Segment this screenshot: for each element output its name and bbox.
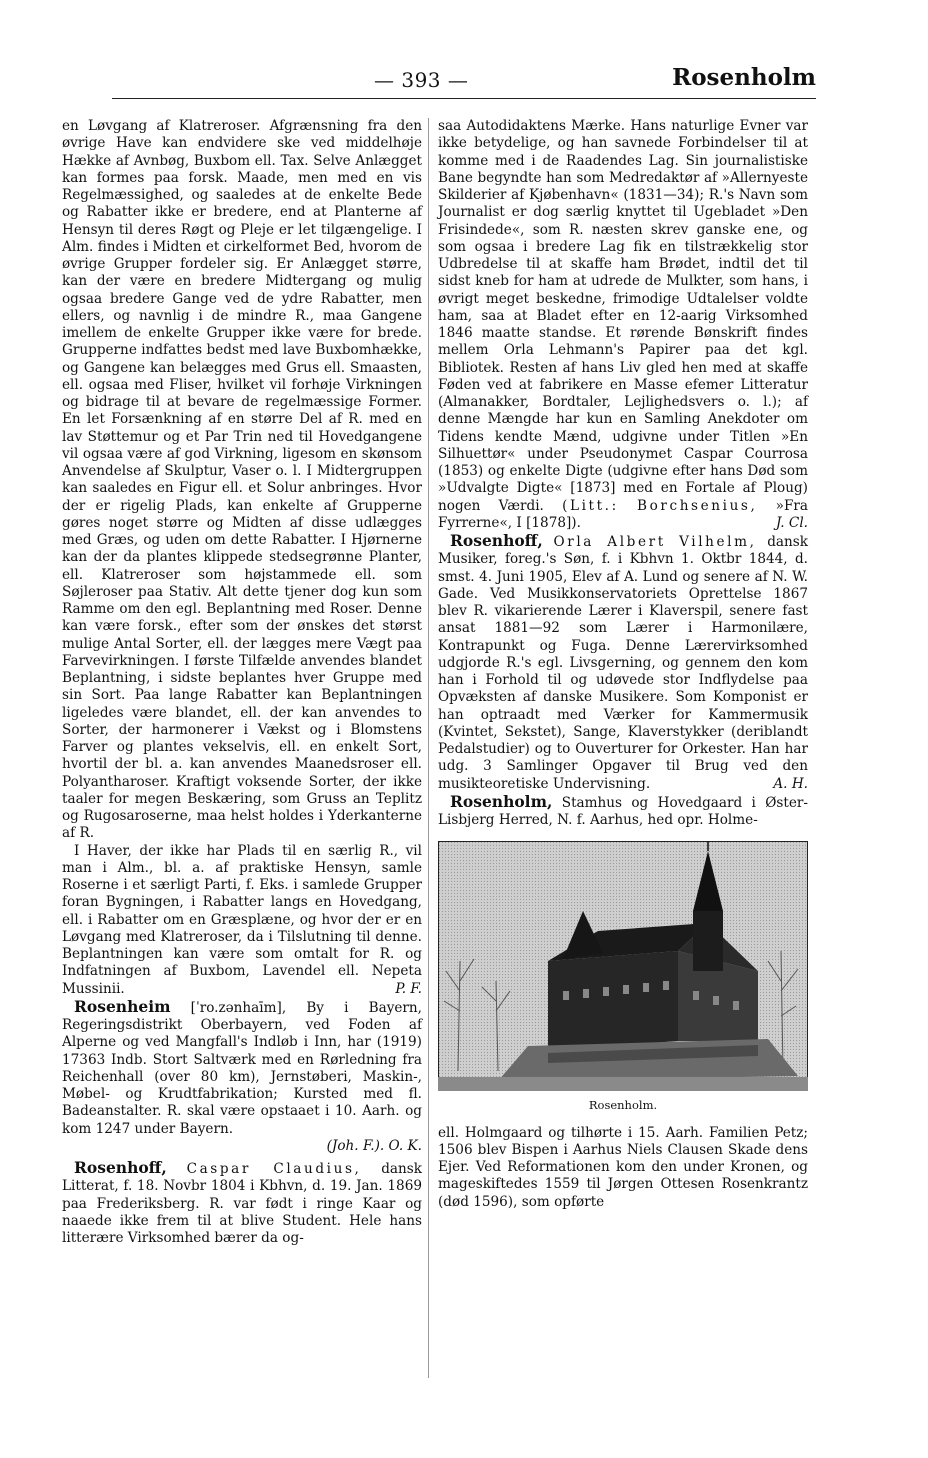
entry-rosenheim [62, 998, 422, 1138]
page-number: — 393 — [374, 68, 469, 92]
person-name: Caspar Claudius, [186, 1161, 362, 1177]
person-name: Orla Albert Vilhelm, [553, 534, 757, 550]
header-rule [112, 98, 816, 99]
entry-headword: Rosenheim [74, 996, 171, 1016]
paragraph-text: saa Autodidaktens Mærke. Hans naturlige Evner var ikke betydelige, og han savnede Forbindelser til at komme med i de Raadendes Lag. Sin journalistiske Bane begyndte han som Medredaktør af »Allernyeste Skilderier af Kjøbenhavn« (1831—34); R.'s Navn som Journalist er dog særlig knyttet til Ugebladet »Den Frisindede«, som R. næsten skrev ganske ene, og som ogsaa i bredere Lag fik en tilstrækkelig stor Udbredelse til at skaffe ham Brødet, indtil det til sidst kneb for ham at udrede de Mulkter, som hans, i øvrigt meget beskedne, frimodige Udtalelser voldte ham, saa at Bladet efter en 12-aarig Virksomhed 1846 maatte standse. Et rørende Bønskrift findes mellem Orla Lehmann's Papirer paa det kgl. Bibliotek. Resten af hans Liv gled hen med at skaffe Føden ved at fabrikere en Masse efemer Litteratur (Almanakker, Bordtaler, Lejlighedsvers o. l.); af denne Mængde har kun en Samling Anekdoter om Tidens kendte Mænd, udgivne under Titlen »En Silhuettør« under Pseudonymet Caspar Courrosa (1853) og enkelte Digte (udgivne efter hans Død som »Udvalgte Digte« [1873] med en Fortale af Ploug) nogen Værdi. [438, 118, 808, 514]
author-signature: P. F. [395, 980, 422, 997]
entry-text: Stamhus og Hovedgaard i Øster-Lisbjerg Herred, N. f. Aarhus, hed opr. Holme- [438, 794, 808, 828]
pronunciation: [ˈro.zənhaīm], [190, 999, 287, 1016]
left-column [62, 118, 422, 1247]
entry-headword: Rosenhoff, [74, 1158, 167, 1177]
author-signature: J. Cl. [775, 514, 808, 531]
entry-text: dansk Litterat, f. 18. Novbr 1804 i Kbhvn, d. 19. Jan. 1869 paa Frederiksberg. R. var født i ringe Kaar og naaede ikke frem til at blive Student. Hele hans litterære Virksomhed bærer da og- [62, 1161, 422, 1246]
entry-rosenhoff-caspar [62, 1159, 422, 1247]
entry-text: By i Bayern, Regeringsdistrikt Oberbayern, ved Foden af Alperne og ved Mangfall's Indløb i Inn, har (1919) 17363 Indb. Stort Saltværk med en Rørledning fra Reichenhall (over 80 km), Jernstøberi, Maskin-, Møbel- og Krudtfabrikation; Kursted med fl. Badeanstalter. R. skal være opstaaet i 10. Aarh. og kom 1247 under Bayern. [62, 999, 423, 1137]
page-header [374, 64, 816, 100]
literature-text: »Fra Fyrrerne«, I [1878]). [438, 497, 809, 531]
running-head: Rosenholm [672, 64, 816, 91]
paragraph: en Løvgang af Klatreroser. Afgrænsning fra den øvrige Have kan endvidere ske ved middelhøje Hække af Avnbøg, Buxbom ell. Tax. Selve Anlægget kan formes paa forsk. Maade, men med en vis Regelmæssighed, og saaledes at de enkelte Bede og Rabatter ikke er bredere, end at Planterne af Hensyn til deres Røgt og Pleje er let tilgængelige. I Alm. findes i Midten et cirkelformet Bed, hvorom de øvrige Grupper fordeler sig. Er Anlægget større, kan der være en bredere Midtergang og mulig ogsaa bredere Gange ved de ydre Rabatter, men ellers, og navnlig i de mindre R., maa Gangene imellem de enkelte Grupper ikke være for brede. Grupperne indfattes bedst med lave Buxbomhække, og Gangene kan belægges med Grus ell. Smaasten, ell. ogsaa med Fliser, hvilket vil forhøje Virkningen og bidrage til at bevare de regelmæssige Former. En let Forsænkning af en større Del af R. med en lav Støttemur og et Par Trin ned til Hovedgangene vil ogsaa være af god Virkning, ligesom en skønsom Anvendelse af Skulptur, Vaser o. l. I Midtergruppen kan saaledes en Figur ell. et Solur anbringes. Hvor der er rigelig Plads, kan enkelte af Grupperne gøres noget større og Midten af disse udlægges med Græs, og uden om dette Rabatter. I Hjørnerne kan der da plantes klippede stedsegrønne Planter, ell. Klatreroser som højstammede ell. som Søjleroser paa Stativ. Alt dette tjener dog kun som Ramme om den egl. Beplantning med Roser. Denne kan være forsk., efter som der ønskes det størst mulige Antal Sorter, ell. der lægges mere Vægt paa Farvevirkningen. I første Tilfælde anvendes blandet Beplantning, i sidste beplantes hver Gruppe med sin Sort. Paa lange Rabatter kan Beplantningen ligeledes være blandet, ell. der kan anvendes to Sorter, der harmonerer i Vækst og i Blomstens Farver og plantes vekselvis, ell. en enkelt Sort, hvortil der bl. a. kan anvendes Maanedsroser ell. Polyantharoser. Kraftigt voksende Sorter, der ikke taaler for megen Beskæring, som Gruss an Teplitz og Rugosaroserne, maa helst holdes i Yderkanterne af R. [62, 118, 422, 842]
figure [438, 841, 808, 1114]
paragraph: ell. Holmgaard og tilhørte i 15. Aarh. Familien Petz; 1506 blev Bispen i Aarhus Niels Clausen Skade dens Ejer. Ved Reformationen kom den under Kronen, og mageskiftedes 1559 til Jørgen Ottesen Rosenkrantz (død 1596), som opførte [438, 1124, 808, 1210]
figure-caption: Rosenholm. [588, 1098, 658, 1113]
right-column [438, 118, 808, 1211]
literature-label: (Litt.: [562, 497, 619, 514]
author-signature: A. H. [773, 775, 808, 792]
paragraph-text: I Haver, der ikke har Plads til en særlig R., vil man i Alm., bl. a. af praktiske Hensyn, samle Roserne i et særligt Parti, f. Eks. i samlede Grupper foran Bygningen, i Rabatter langs en Hovedgang, ell. i Rabatter om en Græsplæne, og hvor der er en Løvgang med Klatreroser, da i Tilslutning til denne. Beplantningen kan være som omtalt for R. og Indfatningen af Buxbom, Lavendel ell. Nepeta Mussinii. [62, 842, 422, 997]
column-divider [428, 118, 429, 1378]
rosenholm-photo [438, 841, 808, 1091]
literature-author: Borchsenius, [637, 497, 758, 514]
paragraph [438, 118, 808, 532]
entry-text: dansk Musiker, foreg.'s Søn, f. i Kbhvn 1. Oktbr 1844, d. smst. 4. Juni 1905, Elev af A. Lund og senere af N. W. Gade. Ved Musikkonservatoriets Oprettelse 1867 blev R. vikarierende Lærer i Klaverspil, senere fast ansat 1881—92 som Lærer i Harmonilære, Kontrapunkt og Fuga. Denne Lærervirksomhed udgjorde R.'s egl. Livsgerning, og gennem den kom han i Forhold til og udøvede stor Indflydelse paa Opvæksten af danske Musikere. Som Komponist er han optraadt med Værker for Kammermusik (Kvintet, Sekstet), Sange, Klaverstykker (deriblandt Pedalstudier) og to Ouverturer for Orkester. Han har udg. 3 Samlinger Opgaver til Brug ved den musikteoretiske Undervisning. [438, 534, 808, 792]
entry-rosenhoff-orla [438, 532, 808, 793]
entry-rosenholm [438, 793, 808, 830]
entry-headword: Rosenhoff, [450, 531, 543, 550]
paragraph [62, 843, 422, 998]
author-signature: (Joh. F.). O. K. [326, 1137, 422, 1154]
entry-headword: Rosenholm, [450, 791, 553, 811]
